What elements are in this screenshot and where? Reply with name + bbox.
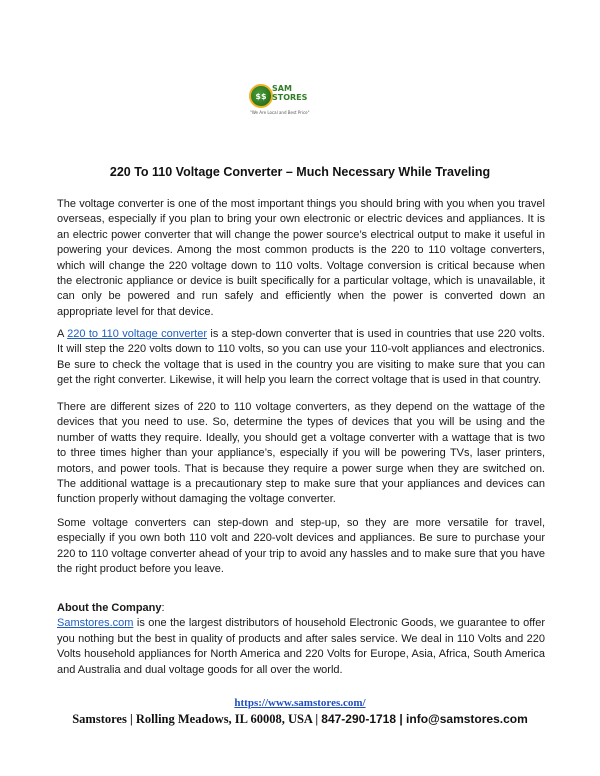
document-title: 220 To 110 Voltage Converter – Much Necessary While Traveling: [109, 165, 491, 179]
logo-tagline: "We Are Local and Best Price": [250, 110, 310, 115]
about-text: [57, 616, 545, 678]
logo-name-line1: SAM: [272, 84, 292, 93]
footer-contact-line: [0, 712, 600, 727]
footer-phone-email: 847-290-1718 | info@samstores.com: [321, 712, 528, 726]
paragraph-suffix: is a step-down converter that is used in countries that use 220 volts. It will step the 220 volts down to 110 volts, so you can use your 110-volt appliances and electronics. Be sure to check the voltage that is used in the country you are visiting to make sure that you can get the right converter. Likewise, it will help you learn the correct voltage that is used in that country.: [57, 328, 545, 387]
paragraph-sizes: There are different sizes of 220 to 110 voltage converters, as they depend on the wattage of the devices that you need to use. So, determine the types of devices that you will be using and the number of watts they require. Ideally, you should get a voltage converter with a wattage that is two to three times higher than your appliance’s, especially if you will be powering TVs, laser printers, motors, and power tools. That is because they require a power surge when they are switched on. The additional wattage is a precautionary step to make sure that your appliances and devices can function properly without damaging the voltage converter.: [57, 401, 545, 506]
samstores-logo: [248, 82, 310, 120]
paragraph-prefix: A: [57, 328, 68, 340]
logo-wordmark: [272, 84, 306, 102]
samstores-link[interactable]: Samstores.com: [57, 617, 134, 630]
about-company-section: [57, 601, 545, 678]
about-description: is one the largest distributors of household Electronic Goods, we guarantee to offer you nothing but the best in quality of products and after sales service. We deal in 110 Volts and 220 Volts household appliances for North America and 220 Volts for Europe, Asia, Africa, South America and Australia and dual voltage goods for all over the world.: [57, 617, 545, 676]
logo-name-line2: STORES: [272, 93, 308, 102]
footer-url-line: [0, 697, 600, 709]
about-heading-colon: :: [161, 602, 165, 614]
voltage-converter-link[interactable]: 220 to 110 voltage converter: [67, 328, 207, 340]
paragraph-step-up: Some voltage converters can step-down and step-up, so they are more versatile for travel, especially if you own both 110 volt and 220-volt devices and appliances. Be sure to purchase your 220 to 110 voltage converter ahead of your trip to avoid any hassles and to make sure that you have the right product before you leave.: [57, 517, 545, 576]
about-heading: About the Company: [57, 602, 162, 614]
dollar-coin-icon: [249, 84, 273, 108]
logo-mark: $$: [255, 91, 267, 101]
footer-address: Samstores | Rolling Meadows, IL 60008, USA |: [72, 712, 322, 726]
paragraph-intro: The voltage converter is one of the most important things you should bring with you when you travel overseas, especially if you plan to bring your own electronic or electric devices and appliances. It is an electric power converter that will change the power source’s electrical output to make it useful in powering your devices. Among the most common products is the 220 to 110 voltage converters, which will change the 220 voltage down to 110 volts. Voltage conversion is critical because when the electronic appliance or device is built specifically for a particular voltage, which is unavailable, it can only be powered and run safely and efficiently when the power is converted down an appropriate level for that device.: [57, 198, 545, 318]
paragraph-step-down: [57, 327, 545, 389]
about-heading-line: [57, 601, 545, 616]
footer-website-link[interactable]: https://www.samstores.com/: [234, 697, 366, 709]
